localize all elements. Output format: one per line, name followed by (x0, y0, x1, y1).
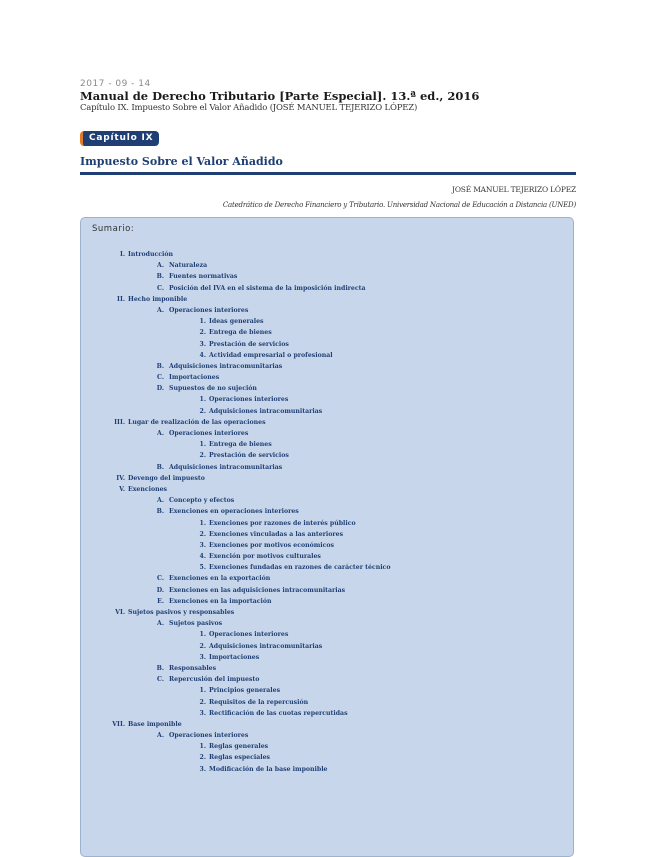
toc-text: Prestación de servicios (209, 452, 289, 460)
toc-link[interactable] (81, 629, 573, 640)
toc-number: II. (117, 295, 125, 303)
toc-number: D. (156, 385, 164, 393)
toc-text: Exenciones (128, 485, 168, 493)
toc-link[interactable] (81, 551, 573, 562)
toc-number: V. (119, 485, 125, 493)
toc-number: C. (157, 374, 164, 382)
toc-text: Exenciones en la exportación (169, 575, 271, 583)
toc-text: Adquisiciones intracomunitarias (209, 642, 323, 650)
toc-link[interactable] (81, 540, 573, 551)
toc-link[interactable] (81, 450, 573, 461)
toc-number: 4. (199, 553, 206, 561)
toc-text: Operaciones interiores (209, 631, 289, 639)
title-divider (80, 172, 576, 175)
toc-text: Sujetos pasivos y responsables (128, 609, 235, 616)
toc-number: A. (157, 732, 164, 740)
toc-link[interactable] (81, 596, 573, 607)
document-date: 2017 - 09 - 14 (80, 79, 151, 89)
toc-link[interactable] (81, 339, 573, 350)
toc-number: IV. (116, 474, 125, 482)
toc-text: Exenciones fundadas en razones de carácter técnico (209, 564, 391, 572)
toc-text: Introducción (128, 251, 173, 258)
toc-text: Exenciones en las adquisiciones intracomunitarias (169, 586, 346, 594)
toc-number: VII. (112, 720, 125, 728)
toc-link[interactable] (81, 271, 573, 282)
toc-number: 2. (199, 754, 206, 762)
toc-link[interactable] (81, 327, 573, 338)
toc-text: Rectificación de las cuotas repercutidas (209, 709, 348, 717)
toc-number: 1. (199, 743, 206, 751)
toc-number: 2. (199, 698, 206, 706)
toc-text: Adquisiciones intracomunitarias (169, 362, 283, 370)
toc-text: Actividad empresarial o profesional (209, 351, 333, 359)
toc-number: C. (157, 575, 164, 583)
toc-number: 3. (199, 653, 206, 661)
toc-link[interactable] (81, 495, 573, 506)
toc-text: Entrega de bienes (209, 441, 272, 449)
toc-link[interactable] (81, 484, 573, 495)
toc-text: Exenciones en operaciones interiores (169, 508, 299, 516)
toc-text: Operaciones interiores (209, 396, 289, 404)
toc-text: Adquisiciones intracomunitarias (169, 463, 283, 471)
toc-number: B. (156, 362, 164, 370)
toc-number: 3. (199, 709, 206, 717)
toc-text: Requisitos de la repercusión (209, 698, 309, 706)
toc-number: 2. (199, 452, 206, 460)
toc-link[interactable] (81, 294, 573, 305)
toc-text: Adquisiciones intracomunitarias (209, 407, 323, 415)
toc-text: Lugar de realización de las operaciones (128, 418, 266, 426)
toc-link[interactable] (81, 473, 573, 484)
toc-text: Fuentes normativas (169, 273, 238, 281)
toc-text: Reglas generales (209, 743, 269, 751)
toc-number: A. (157, 497, 164, 505)
toc-text: Operaciones interiores (169, 306, 249, 314)
toc-number: B. (156, 508, 164, 516)
toc-link[interactable] (81, 708, 573, 719)
toc-link[interactable] (81, 562, 573, 573)
toc-link[interactable] (81, 607, 573, 618)
toc-link[interactable] (81, 573, 573, 584)
toc-text: Base imponible (128, 720, 182, 728)
toc-number: 1. (199, 687, 206, 695)
toc-text: Operaciones interiores (169, 430, 249, 437)
toc-link[interactable] (81, 260, 573, 271)
toc-link[interactable] (81, 652, 573, 663)
toc-number: 5. (199, 564, 206, 572)
toc-text: Exención por motivos culturales (209, 553, 321, 561)
toc-link[interactable] (81, 372, 573, 383)
toc-link[interactable] (81, 506, 573, 517)
toc-text: Entrega de bienes (209, 329, 272, 337)
toc-number: 2. (199, 407, 206, 415)
toc-link[interactable] (81, 719, 573, 730)
toc-number: A. (157, 620, 164, 628)
toc-text: Exenciones por razones de interés público (209, 519, 356, 527)
toc-text: Repercusión del impuesto (169, 676, 260, 684)
toc-number: A. (157, 430, 164, 437)
toc-number: B. (156, 664, 164, 672)
toc-link[interactable] (81, 518, 573, 529)
toc-link[interactable] (81, 383, 573, 394)
toc-link[interactable] (81, 685, 573, 696)
toc-number: III. (114, 418, 125, 426)
toc-link[interactable] (81, 730, 573, 741)
toc-number: 2. (199, 642, 206, 650)
toc-link[interactable] (81, 316, 573, 327)
toc-link[interactable] (81, 394, 573, 405)
toc-number: 3. (199, 541, 206, 549)
toc-number: B. (156, 273, 164, 281)
toc-number: B. (156, 463, 164, 471)
toc-text: Operaciones interiores (169, 732, 249, 740)
toc-text: Concepto y efectos (169, 497, 235, 505)
toc-number: VI. (115, 609, 125, 616)
toc-number: 3. (199, 765, 206, 773)
toc-text: Posición del IVA en el sistema de la imposición indirecta (169, 284, 366, 292)
document-subtitle: Capítulo IX. Impuesto Sobre el Valor Añadido (JOSÉ MANUEL TEJERIZO LÓPEZ) (80, 103, 418, 113)
toc-number: 1. (199, 519, 206, 527)
document-title: Manual de Derecho Tributario [Parte Especial]. 13.ª ed., 2016 (80, 89, 480, 103)
chapter-badge: Capítulo IX (80, 131, 159, 146)
toc-text: Importaciones (209, 653, 260, 661)
toc-number: 4. (199, 351, 206, 359)
toc-number: 3. (199, 340, 206, 348)
author-name: JOSÉ MANUEL TEJERIZO LÓPEZ (452, 185, 576, 194)
toc-link[interactable] (81, 361, 573, 372)
toc-text: Hecho imponible (128, 295, 188, 303)
toc-link[interactable] (81, 741, 573, 752)
toc-link[interactable] (81, 283, 573, 294)
toc-number: A. (157, 306, 164, 314)
toc-text: Principios generales (209, 687, 281, 695)
toc-link[interactable] (81, 752, 573, 763)
summary-box (80, 217, 574, 857)
toc-number: C. (157, 676, 164, 684)
toc-number: A. (157, 262, 164, 270)
toc-text: Devengo del impuesto (128, 474, 205, 482)
toc-link[interactable] (81, 428, 573, 439)
toc-number: D. (156, 586, 164, 594)
toc-link[interactable] (81, 406, 573, 417)
toc-text: Importaciones (169, 374, 220, 382)
toc-number: 2. (199, 329, 206, 337)
table-of-contents (81, 249, 573, 775)
toc-text: Prestación de servicios (209, 340, 289, 348)
toc-text: Reglas especiales (209, 754, 270, 762)
toc-number: 1. (199, 631, 206, 639)
toc-link[interactable] (81, 618, 573, 629)
toc-text: Naturaleza (169, 262, 208, 270)
toc-link[interactable] (81, 585, 573, 596)
toc-link[interactable] (81, 674, 573, 685)
chapter-title: Impuesto Sobre el Valor Añadido (80, 155, 283, 168)
toc-text: Modificación de la base imponible (209, 765, 328, 773)
toc-text: Supuestos de no sujeción (169, 385, 257, 393)
toc-link[interactable] (81, 305, 573, 316)
toc-number: 1. (199, 318, 206, 326)
toc-text: Responsables (169, 664, 217, 672)
toc-text: Sujetos pasivos (169, 620, 223, 628)
toc-link[interactable] (81, 663, 573, 674)
toc-text: Ideas generales (209, 318, 264, 326)
toc-link[interactable] (81, 439, 573, 450)
toc-text: Exenciones vinculadas a las anteriores (209, 530, 344, 538)
toc-number: I. (119, 251, 125, 258)
toc-link[interactable] (81, 641, 573, 652)
toc-link[interactable] (81, 764, 573, 775)
toc-link[interactable] (81, 417, 573, 428)
toc-number: 1. (199, 396, 206, 404)
toc-link[interactable] (81, 697, 573, 708)
toc-number: 1. (199, 441, 206, 449)
toc-link[interactable] (81, 529, 573, 540)
toc-number: C. (157, 284, 164, 292)
toc-text: Exenciones por motivos económicos (209, 541, 335, 549)
author-affiliation: Catedrático de Derecho Financiero y Tributario. Universidad Nacional de Educación a Distancia (UNED) (222, 201, 576, 209)
toc-text: Exenciones en la importación (169, 597, 272, 605)
summary-label: Sumario: (92, 224, 135, 234)
toc-link[interactable] (81, 249, 573, 260)
toc-number: E. (157, 597, 164, 605)
toc-link[interactable] (81, 350, 573, 361)
toc-link[interactable] (81, 462, 573, 473)
toc-number: 2. (199, 530, 206, 538)
